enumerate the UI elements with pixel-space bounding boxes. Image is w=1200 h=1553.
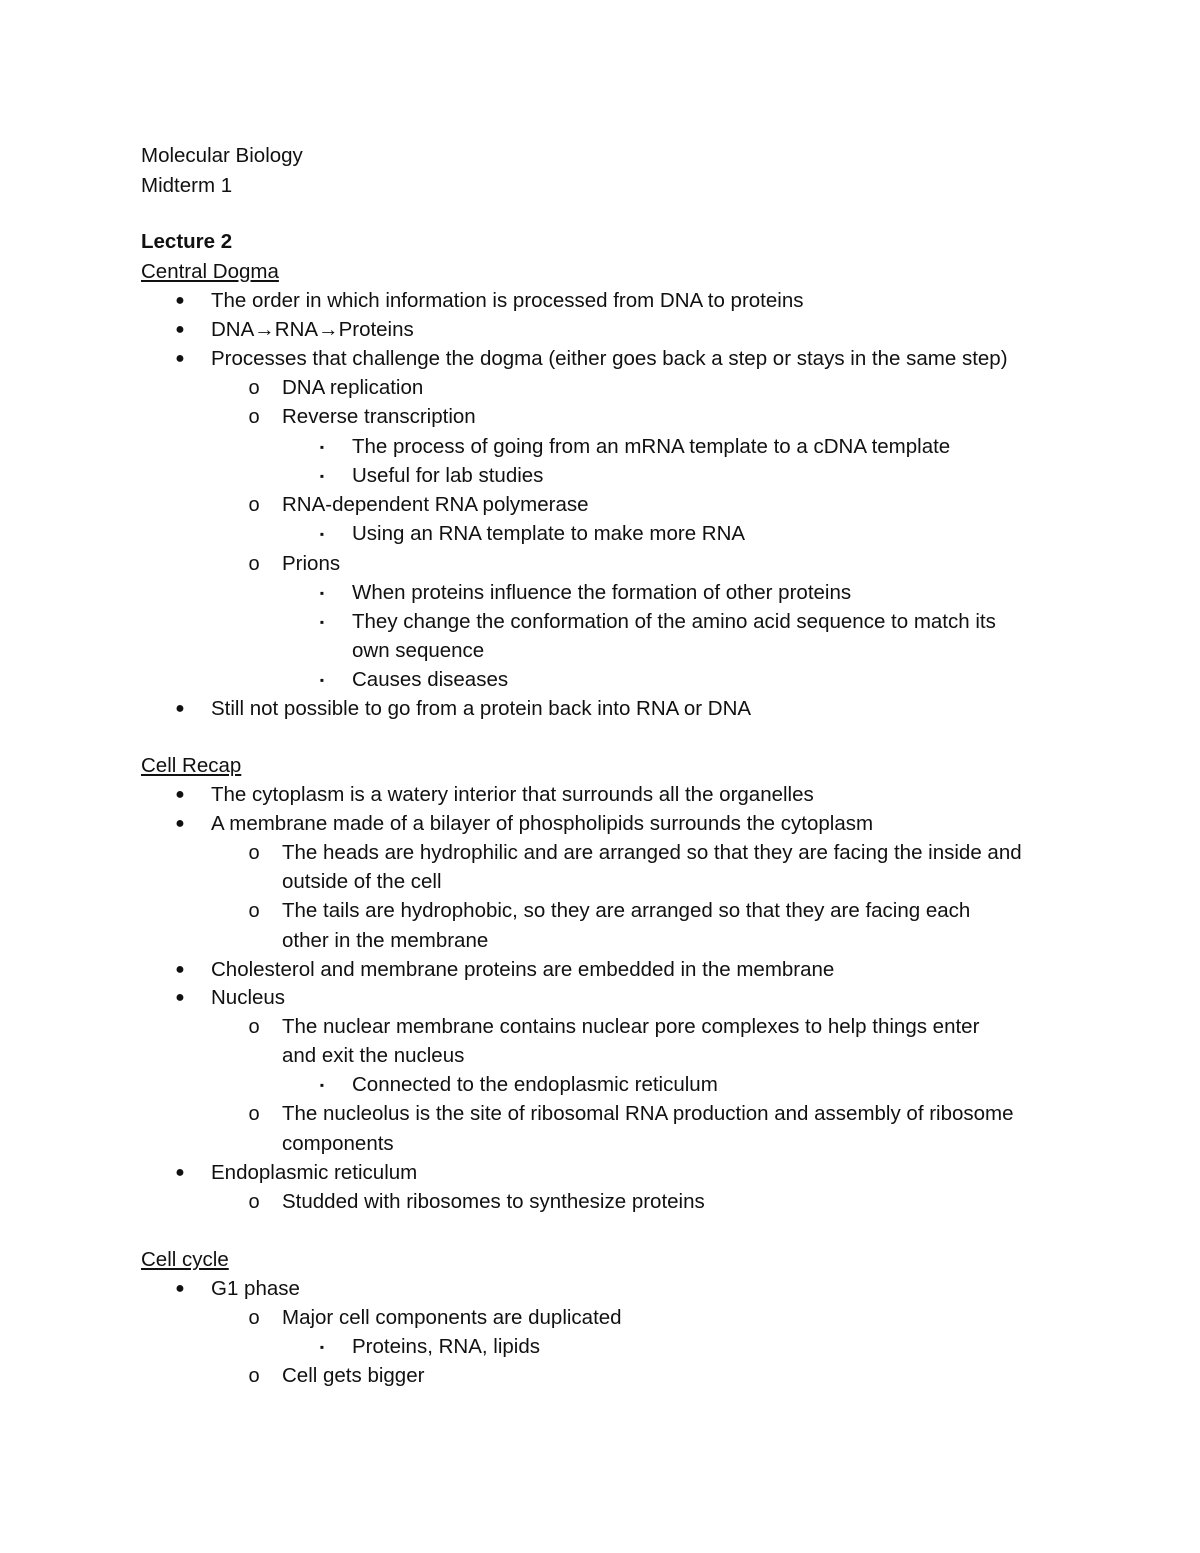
list-item-text: They change the conformation of the amino acid sequence to match its <box>352 610 996 633</box>
list-item-text: Proteins, RNA, lipids <box>352 1335 540 1358</box>
circle-bullet-icon: o <box>248 1103 260 1125</box>
circle-bullet-icon: o <box>248 553 260 575</box>
square-bullet-icon: ▪ <box>319 469 325 483</box>
list-item-text: DNA→RNA→Proteins <box>211 318 414 341</box>
bullet-icon: ● <box>175 321 185 338</box>
list-item-text: outside of the cell <box>282 870 442 893</box>
list-item-text: Useful for lab studies <box>352 464 544 487</box>
list-item-text: other in the membrane <box>282 929 489 952</box>
list-item-text: Endoplasmic reticulum <box>211 1161 418 1184</box>
list-item-text: RNA-dependent RNA polymerase <box>282 493 589 516</box>
list-item-text: G1 phase <box>211 1277 300 1300</box>
bullet-icon: ● <box>175 961 185 978</box>
list-item-text: When proteins influence the formation of other proteins <box>352 581 852 604</box>
circle-bullet-icon: o <box>248 1016 260 1038</box>
list-item-text: Major cell components are duplicated <box>282 1306 622 1329</box>
list-item-text: Causes diseases <box>352 668 509 691</box>
circle-bullet-icon: o <box>248 377 260 399</box>
list-item-text: Cell gets bigger <box>282 1364 425 1387</box>
list-item-text: DNA replication <box>282 376 424 399</box>
list-item-text: Cholesterol and membrane proteins are embedded in the membrane <box>211 958 835 981</box>
list-item-text: The heads are hydrophilic and are arranged so that they are facing the inside and <box>282 841 1022 864</box>
circle-bullet-icon: o <box>248 1365 260 1387</box>
square-bullet-icon: ▪ <box>319 673 325 687</box>
list-item-text: and exit the nucleus <box>282 1044 465 1067</box>
section-heading-text: Central Dogma <box>141 260 279 283</box>
square-bullet-icon: ▪ <box>319 1340 325 1354</box>
bullet-icon: ● <box>175 989 185 1006</box>
list-item-text: The nuclear membrane contains nuclear pore complexes to help things enter <box>282 1015 980 1038</box>
circle-bullet-icon: o <box>248 494 260 516</box>
list-item-text: own sequence <box>352 639 485 662</box>
circle-bullet-icon: o <box>248 900 260 922</box>
circle-bullet-icon: o <box>248 1191 260 1213</box>
list-item-text: Still not possible to go from a protein back into RNA or DNA <box>211 697 752 720</box>
list-item-text: The tails are hydrophobic, so they are arranged so that they are facing each <box>282 899 971 922</box>
square-bullet-icon: ▪ <box>319 527 325 541</box>
list-item-text: Reverse transcription <box>282 405 476 428</box>
list-item-text: Processes that challenge the dogma (either goes back a step or stays in the same step) <box>211 347 1008 370</box>
list-item-text: The cytoplasm is a watery interior that surrounds all the organelles <box>211 783 814 806</box>
title-line-2: Midterm 1 <box>141 174 233 197</box>
bullet-icon: ● <box>175 292 185 309</box>
section-heading-text: Cell Recap <box>141 754 242 777</box>
bullet-icon: ● <box>175 1280 185 1297</box>
list-item-text: Connected to the endoplasmic reticulum <box>352 1073 718 1096</box>
bullet-icon: ● <box>175 350 185 367</box>
square-bullet-icon: ▪ <box>319 1078 325 1092</box>
bullet-icon: ● <box>175 1164 185 1181</box>
bullet-icon: ● <box>175 815 185 832</box>
list-item-text: The process of going from an mRNA template to a cDNA template <box>352 435 951 458</box>
circle-bullet-icon: o <box>248 842 260 864</box>
square-bullet-icon: ▪ <box>319 586 325 600</box>
lecture-heading-text: Lecture 2 <box>141 230 233 253</box>
list-item-text: Prions <box>282 552 341 575</box>
list-item-text: The order in which information is processed from DNA to proteins <box>211 289 804 312</box>
circle-bullet-icon: o <box>248 1307 260 1329</box>
list-item-text: The nucleolus is the site of ribosomal RNA production and assembly of ribosome <box>282 1102 1014 1125</box>
list-item-text: Using an RNA template to make more RNA <box>352 522 746 545</box>
square-bullet-icon: ▪ <box>319 440 325 454</box>
title-line-1: Molecular Biology <box>141 144 303 167</box>
list-item-text: Studded with ribosomes to synthesize proteins <box>282 1190 705 1213</box>
square-bullet-icon: ▪ <box>319 615 325 629</box>
list-item-text: A membrane made of a bilayer of phospholipids surrounds the cytoplasm <box>211 812 874 835</box>
section-heading-text: Cell cycle <box>141 1248 229 1271</box>
list-item-text: Nucleus <box>211 986 286 1009</box>
bullet-icon: ● <box>175 786 185 803</box>
list-item-text: components <box>282 1132 394 1155</box>
circle-bullet-icon: o <box>248 406 260 428</box>
bullet-icon: ● <box>175 700 185 717</box>
